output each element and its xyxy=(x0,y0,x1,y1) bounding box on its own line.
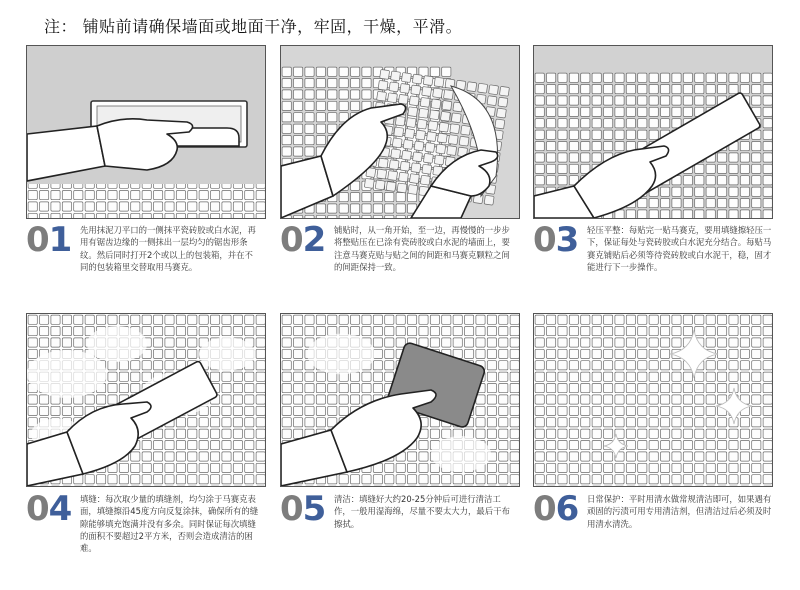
step-description: 清洁：填缝好大约20-25分钟后可进行清洁工作，一般用湿海绵，尽量不要太大力，最后干布擦拭。 xyxy=(334,494,510,529)
step-6-illustration xyxy=(533,313,773,487)
step-1 xyxy=(26,220,276,304)
step-5 xyxy=(280,489,530,583)
step-description: 铺贴时，从一角开始，至一边，再慢慢的一步步将整贴压在已涂有瓷砖胶或白水泥的墙面上，要注意马赛克贴与贴之间的间距和马赛克颗粒之间的间距保持一致。 xyxy=(334,225,510,272)
sparkle-icon xyxy=(670,330,718,378)
step-3 xyxy=(533,220,783,304)
step-description: 日常保护：平时用清水做常规清洁即可，如果遇有顽固的污渍可用专用清洁剂，但清洁过后必须及时用清水清洗。 xyxy=(587,494,772,529)
step-6 xyxy=(533,489,783,583)
step-description: 填缝：每次取少量的填缝剂，均匀涂于马赛克表面，填缝擦沿45度方向反复涂抹，确保所有的缝隙能够填充饱满并没有多余。同时保证每次填缝的面积不要超过2平方米，否则会造成清洁的困难。 xyxy=(80,494,259,554)
step-4-illustration xyxy=(26,313,266,487)
page-note: 注： 铺贴前请确保墙面或地面干净，牢固，干燥，平滑。 xyxy=(44,17,463,36)
step-2 xyxy=(280,220,530,304)
step-4 xyxy=(26,489,276,583)
step-1-illustration xyxy=(26,45,266,219)
step-number: 02 xyxy=(280,220,326,260)
step-number: 03 xyxy=(533,220,579,260)
step-number: 06 xyxy=(533,489,579,529)
step-number: 01 xyxy=(26,220,72,260)
step-description: 先用抹泥刀平口的一侧抹平瓷砖胶或白水泥，再用有锯齿边缘的一侧抹出一层均匀的锯齿形条纹。然后同时打开2个或以上的包装箱，并在不同的包装箱里交替取用马赛克。 xyxy=(80,225,256,272)
step-description: 轻压平整：每贴完一贴马赛克，要用填缝擦轻压一下，保证每处与瓷砖胶或白水泥充分结合。每贴马赛克铺贴后必须等待瓷砖胶或白水泥干，稳，固才能进行下一步操作。 xyxy=(587,225,772,272)
step-number: 04 xyxy=(26,489,72,529)
step-5-illustration xyxy=(280,313,520,487)
step-number: 05 xyxy=(280,489,326,529)
step-3-illustration xyxy=(533,45,773,219)
step-2-illustration xyxy=(280,45,520,219)
